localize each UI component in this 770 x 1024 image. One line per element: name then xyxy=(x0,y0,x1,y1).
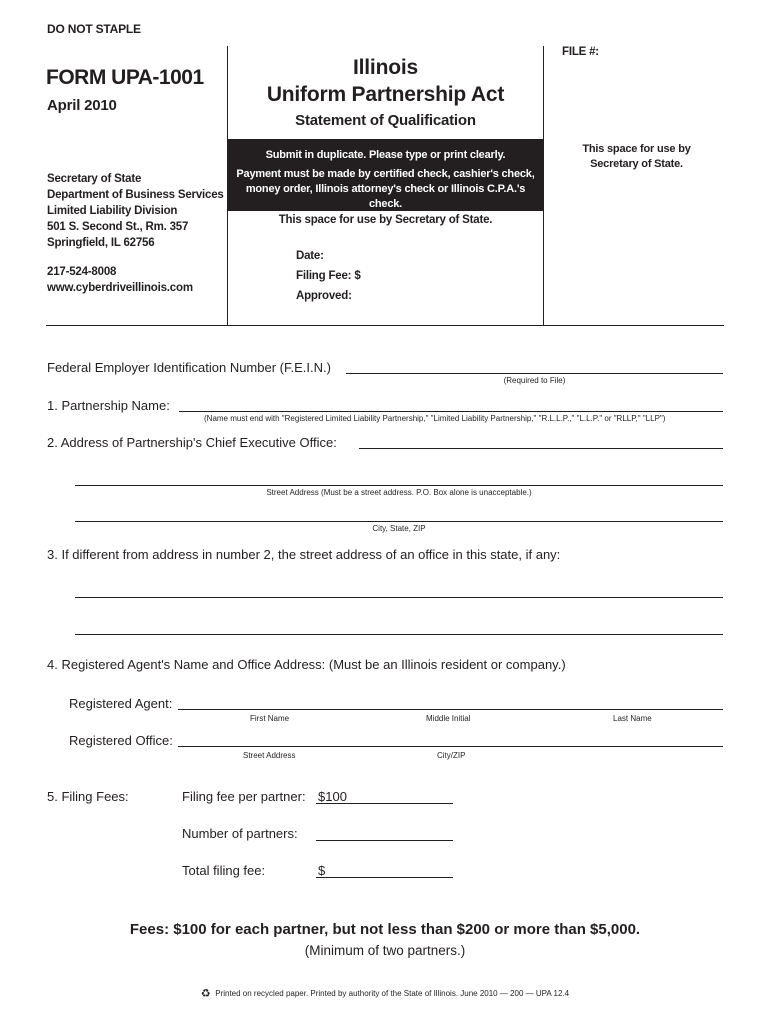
registered-agent-input[interactable] xyxy=(178,709,723,710)
submission-notice xyxy=(228,140,543,211)
date-label: Date: xyxy=(296,250,324,262)
sos-contact xyxy=(47,264,193,296)
footer-text: Printed on recycled paper. Printed by authority of the State of Illinois. June 2010 — 200 — UPA 12.4 xyxy=(215,989,570,998)
address-line: 501 S. Second St., Rm. 357 xyxy=(47,221,189,233)
address-line: Springfield, IL 62756 xyxy=(47,237,155,249)
file-number-label: FILE #: xyxy=(562,46,599,58)
street-address-caption: Street Address xyxy=(243,751,296,760)
fein-note: (Required to File) xyxy=(503,376,566,385)
filing-fees-label: 5. Filing Fees: xyxy=(47,789,129,804)
state-office-input-1[interactable] xyxy=(75,597,723,598)
statement-title: Statement of Qualification xyxy=(295,112,476,129)
website-link[interactable]: www.cyberdriveillinois.com xyxy=(47,282,193,294)
footer xyxy=(0,987,770,1000)
state-office-label: 3. If different from address in number 2, the street address of an office in this state, if any: xyxy=(47,547,561,562)
filing-fee-label xyxy=(296,270,361,282)
act-title: Uniform Partnership Act xyxy=(266,83,505,106)
minimum-partners-note: (Minimum of two partners.) xyxy=(304,943,466,958)
total-fee-dollar: $ xyxy=(318,863,326,878)
submit-instruction: Submit in duplicate. Please type or print clearly. xyxy=(265,149,506,161)
registered-office-input[interactable] xyxy=(178,746,723,747)
registered-office-label: Registered Office: xyxy=(69,733,173,748)
approved-label: Approved: xyxy=(296,290,352,302)
dollar-sign: $ xyxy=(354,270,361,282)
payment-instruction xyxy=(228,167,543,212)
first-name-caption: First Name xyxy=(250,714,290,723)
recycle-icon: ♻ xyxy=(200,988,211,1000)
sos-address xyxy=(47,171,224,251)
city-zip-caption: City/ZIP xyxy=(437,751,466,760)
state-office-input-2[interactable] xyxy=(75,634,723,635)
street-address-note: Street Address (Must be a street address. P.O. Box alone is unacceptable.) xyxy=(266,488,532,497)
num-partners-input[interactable] xyxy=(316,840,453,841)
partnership-name-note: (Name must end with "Registered Limited Liability Partnership," "Limited Liability Partnership," "R.L.L.P.," "L.L.P." or "RLLP," "LLP") xyxy=(204,414,666,423)
payment-line: money order, Illinois attorney's check or Illinois C.P.A.'s check. xyxy=(245,183,526,210)
street-address-input[interactable] xyxy=(75,485,723,486)
fees-summary: Fees: $100 for each partner, but not less than $200 or more than $5,000. xyxy=(129,921,641,938)
filing-fee-text: Filing Fee: xyxy=(296,270,352,282)
address-line: Secretary of State xyxy=(47,173,142,185)
chief-office-input[interactable] xyxy=(359,448,723,449)
state-title: Illinois xyxy=(353,56,418,79)
registered-agent-label: Registered Agent: xyxy=(69,696,173,711)
city-state-zip-input[interactable] xyxy=(75,521,723,522)
total-fee-label: Total filing fee: xyxy=(182,863,266,878)
header-bottom-rule xyxy=(46,325,724,326)
middle-initial-caption: Middle Initial xyxy=(426,714,471,723)
city-state-zip-note: City, State, ZIP xyxy=(372,524,426,533)
partnership-name-label: 1. Partnership Name: xyxy=(47,398,170,413)
phone-number: 217-524-8008 xyxy=(47,266,117,278)
chief-office-label: 2. Address of Partnership's Chief Executive Office: xyxy=(47,435,337,450)
fee-per-partner-label: Filing fee per partner: xyxy=(182,789,306,804)
header-divider-right xyxy=(543,46,544,325)
do-not-staple: DO NOT STAPLE xyxy=(47,22,141,36)
total-fee-input[interactable] xyxy=(316,877,453,878)
sos-space-note: This space for use by Secretary of State. xyxy=(278,214,493,226)
registered-agent-heading: 4. Registered Agent's Name and Office Address: (Must be an Illinois resident or company.) xyxy=(47,657,566,672)
form-date: April 2010 xyxy=(47,97,117,114)
partnership-name-input[interactable] xyxy=(179,411,723,412)
last-name-caption: Last Name xyxy=(613,714,652,723)
sos-space-right: This space for use by Secretary of State. xyxy=(582,143,691,170)
payment-line: Payment must be made by certified check, cashier's check, xyxy=(236,168,535,180)
address-line: Department of Business Services xyxy=(47,189,224,201)
fein-input[interactable] xyxy=(346,373,723,374)
address-line: Limited Liability Division xyxy=(47,205,178,217)
form-number: FORM UPA-1001 xyxy=(46,66,204,89)
fein-label: Federal Employer Identification Number (F.E.I.N.) xyxy=(47,360,331,375)
fee-per-partner-value: $100 xyxy=(318,789,347,804)
num-partners-label: Number of partners: xyxy=(182,826,298,841)
